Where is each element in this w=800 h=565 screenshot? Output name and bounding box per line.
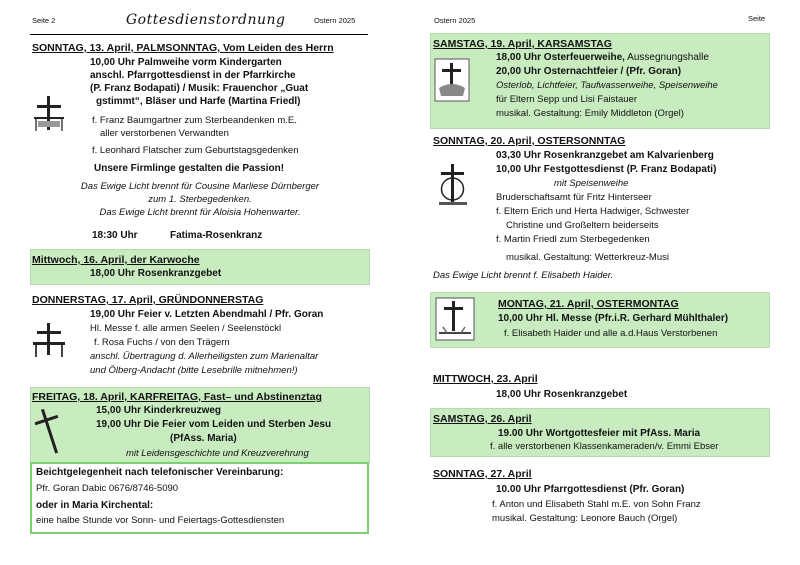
- karsamstag-line4: für Eltern Sepp und Lisi Faistauer: [496, 94, 637, 105]
- ostersonntag-line6: Christine und Großeltern beiderseits: [506, 220, 659, 231]
- edition-label-right: Ostern 2025: [434, 16, 476, 25]
- cross-table-icon: [32, 322, 66, 358]
- header-rule-left: [30, 34, 368, 35]
- page-number-left: Seite 2: [32, 16, 56, 25]
- firmlinge-note: Unsere Firmlinge gestalten die Passion!: [94, 163, 285, 174]
- beichte-line2: Pfr. Goran Dabic 0676/8746-5090: [36, 483, 179, 494]
- ostersonntag-line8: musikal. Gestaltung: Wetterkreuz-Musi: [506, 252, 669, 263]
- donnerstag-line5: und Ölberg-Andacht (bitte Lesebrille mitnehmen!): [90, 365, 298, 376]
- karfreitag-line4: mit Leidensgeschichte und Kreuzverehrung: [126, 448, 309, 459]
- ostermontag-line2: f. Elisabeth Haider und alle a.d.Haus Verstorbenen: [504, 328, 718, 339]
- edition-label-left: Ostern 2025: [314, 16, 356, 25]
- ostersonntag-line9: Das Ewige Licht brennt f. Elisabeth Haider.: [433, 270, 614, 281]
- samstag26-line2: f. alle verstorbenen Klassenkameraden/v. Emmi Ebser: [490, 441, 719, 452]
- ostersonntag-line2: 10,00 Uhr Festgottesdienst (P. Franz Bodapati): [496, 164, 717, 175]
- cross-altar-icon: [32, 95, 66, 133]
- ostersonntag-line1: 03,30 Uhr Rosenkranzgebet am Kalvarienberg: [496, 150, 714, 161]
- donnerstag-line2: Hl. Messe f. alle armen Seelen / Seelenstöckl: [90, 323, 282, 334]
- karfreitag-heading: FREITAG, 18. April, KARFREITAG, Fast– und Abstinenztag: [32, 391, 322, 403]
- donnerstag-line1: 19,00 Uhr Feier v. Letzten Abendmahl / Pfr. Goran: [90, 309, 324, 320]
- samstag26-heading: SAMSTAG, 26. April: [433, 413, 532, 425]
- palmsonntag-line4: gstimmt“, Bläser und Harfe (Martina Friedl): [96, 96, 301, 107]
- ostersonntag-heading: SONNTAG, 20. April, OSTERSONNTAG: [433, 135, 626, 147]
- ostersonntag-line3: mit Speisenweihe: [554, 178, 629, 189]
- palmsonntag-line2: anschl. Pfarrgottesdienst in der Pfarrkirche: [90, 70, 296, 81]
- palmsonntag-line3: (P. Franz Bodapati) / Musik: Frauenchor „Guat: [90, 83, 309, 94]
- karfreitag-line3: (PfAss. Maria): [170, 433, 237, 444]
- beichte-line3: oder in Maria Kirchental:: [36, 500, 154, 511]
- left-page: [30, 0, 370, 565]
- page-number-right: Seite: [748, 14, 766, 23]
- beichte-line4: eine halbe Stunde vor Sonn- und Feiertags-Gottesdiensten: [36, 515, 285, 526]
- mittwoch16-line1: 18,00 Uhr Rosenkranzgebet: [90, 268, 222, 279]
- karsamstag-heading: SAMSTAG, 19. April, KARSAMSTAG: [433, 38, 612, 50]
- palmsonntag-line5: f. Franz Baumgartner zum Sterbeandenken m.E.: [92, 115, 297, 126]
- ostermontag-line1: 10,00 Uhr Hl. Messe (Pfr.i.R. Gerhard Mühlthaler): [498, 313, 729, 324]
- karsamstag-line5: musikal. Gestaltung: Emily Middleton (Orgel): [496, 108, 684, 119]
- palmsonntag-heading: SONNTAG, 13. April, PALMSONNTAG, Vom Leiden des Herrn: [32, 42, 334, 54]
- fatima-time: 18:30 Uhr: [92, 230, 138, 241]
- page-title: Gottesdienstordnung: [126, 12, 286, 28]
- karsamstag-line2: 20,00 Uhr Osternachtfeier / (Pfr. Goran): [496, 66, 682, 77]
- mittwoch23-heading: MITTWOCH, 23. April: [433, 373, 538, 385]
- sonntag27-heading: SONNTAG, 27. April: [433, 468, 532, 480]
- karfreitag-line1: 15,00 Uhr Kinderkreuzweg: [96, 405, 222, 416]
- mittwoch23-line1: 18,00 Uhr Rosenkranzgebet: [496, 389, 628, 400]
- ostersonntag-line4: Bruderschaftsamt für Fritz Hinterseer: [496, 192, 652, 203]
- ostersonntag-line7: f. Martin Friedl zum Sterbegedenken: [496, 234, 650, 245]
- emmaus-cross-icon: [435, 297, 475, 341]
- fatima-text: Fatima-Rosenkranz: [170, 230, 263, 241]
- samstag26-line1: 19.00 Uhr Wortgottesfeier mit PfAss. Maria: [498, 428, 701, 439]
- karsamstag-line1: 18,00 Uhr Osterfeuerweihe, Aussegnungshalle: [496, 52, 709, 63]
- karfreitag-line2: 19,00 Uhr Die Feier vom Leiden und Sterben Jesu: [96, 419, 332, 430]
- karsamstag-line3: Osterlob, Lichtfeier, Taufwasserweihe, Speisenweihe: [496, 80, 718, 91]
- donnerstag-heading: DONNERSTAG, 17. April, GRÜNDONNERSTAG: [32, 294, 264, 306]
- beichte-line1: Beichtgelegenheit nach telefonischer Vereinbarung:: [36, 467, 284, 478]
- sonntag27-line3: musikal. Gestaltung: Leonore Bauch (Orgel): [492, 513, 678, 524]
- mittwoch16-heading: Mittwoch, 16. April, der Karwoche: [32, 254, 200, 266]
- ewiges-licht-1: Das Ewige Licht brennt für Cousine Marliese Dürnberger: [80, 181, 320, 192]
- resurrection-cross-icon: [436, 163, 470, 207]
- ewiges-licht-1b: zum 1. Sterbegedenken.: [148, 194, 252, 205]
- donnerstag-line3: f. Rosa Fuchs / von den Trägern: [94, 337, 230, 348]
- right-page: [430, 0, 775, 565]
- ostermontag-heading: MONTAG, 21. April, OSTERMONTAG: [498, 298, 679, 310]
- palmsonntag-line6: aller verstorbenen Verwandten: [100, 128, 229, 139]
- donnerstag-line4: anschl. Übertragung d. Allerheiligsten zum Marienaltar: [90, 351, 319, 362]
- palmsonntag-line1: 10,00 Uhr Palmweihe vorm Kindergarten: [90, 57, 282, 68]
- sonntag27-line1: 10.00 Uhr Pfarrgottesdienst (Pfr. Goran): [496, 484, 685, 495]
- tilted-cross-icon: [34, 406, 66, 456]
- easter-fire-icon: [434, 58, 470, 102]
- ostersonntag-line5: f. Eltern Erich und Herta Hadwiger, Schwester: [496, 206, 690, 217]
- sonntag27-line2: f. Anton und Elisabeth Stahl m.E. von Sohn Franz: [492, 499, 701, 510]
- palmsonntag-line7: f. Leonhard Flatscher zum Geburtstagsgedenken: [92, 145, 299, 156]
- ewiges-licht-2: Das Ewige Licht brennt für Aloisia Hohenwarter.: [99, 207, 301, 218]
